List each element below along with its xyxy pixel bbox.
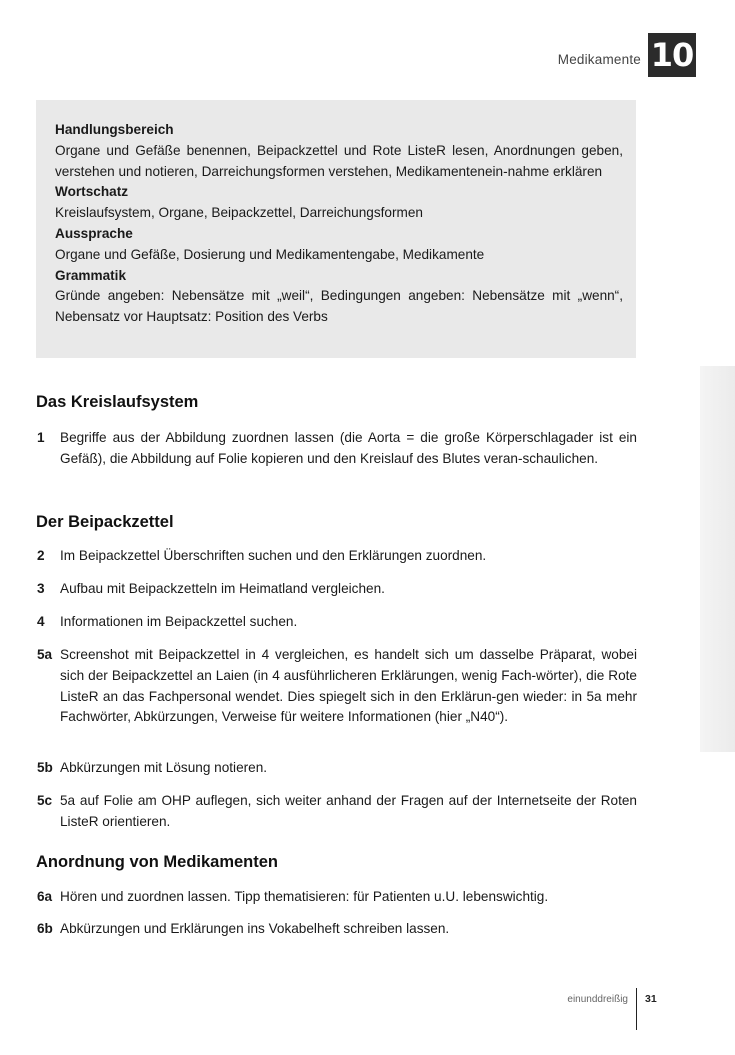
summary-content bbox=[55, 120, 623, 328]
chapter-number-badge: 10 bbox=[648, 33, 696, 77]
list-item bbox=[37, 612, 637, 633]
item-number: 2 bbox=[37, 548, 45, 563]
item-number: 1 bbox=[37, 430, 45, 445]
item-text: Abkürzungen und Erklärungen ins Vokabelheft schreiben lassen. bbox=[60, 921, 450, 936]
page-number: 31 bbox=[645, 993, 657, 1005]
running-header-title: Medikamente bbox=[557, 52, 641, 67]
section-heading-kreislauf: Das Kreislaufsystem bbox=[36, 393, 199, 411]
item-number: 3 bbox=[37, 581, 45, 596]
item-text: Abkürzungen mit Lösung notieren. bbox=[60, 760, 268, 775]
handlungsbereich-text: Organe und Gefäße benennen, Beipackzettel und Rote ListeR lesen, Anordnungen geben, verstehen und notieren, Darreichungsformen verstehen, Medikamentenein-nahme erklären bbox=[55, 142, 623, 179]
handlungsbereich-label: Handlungsbereich bbox=[55, 122, 174, 137]
list-item bbox=[37, 791, 637, 833]
item-number: 6b bbox=[37, 921, 53, 936]
list-item bbox=[37, 546, 637, 567]
item-text: Aufbau mit Beipackzetteln im Heimatland vergleichen. bbox=[60, 581, 385, 596]
list-item bbox=[37, 919, 637, 940]
list-item bbox=[37, 579, 637, 600]
item-text: Begriffe aus der Abbildung zuordnen lassen (die Aorta = die große Körperschlagader ist ein Gefäß), die Abbildung auf Folie kopieren und den Kreislauf des Blutes veran-schaulichen. bbox=[60, 430, 637, 466]
item-number: 5b bbox=[37, 760, 53, 775]
item-number: 5c bbox=[37, 793, 53, 808]
item-text: 5a auf Folie am OHP auflegen, sich weiter anhand der Fragen auf der Internetseite der Roten ListeR orientieren. bbox=[60, 793, 637, 829]
item-text: Hören und zuordnen lassen. Tipp thematisieren: für Patienten u.U. lebenswichtig. bbox=[60, 889, 549, 904]
list-item bbox=[37, 645, 637, 728]
aussprache-label: Aussprache bbox=[55, 225, 133, 241]
section-heading-anordnung: Anordnung von Medikamenten bbox=[36, 853, 279, 871]
wortschatz-text: Kreislaufsystem, Organe, Beipackzettel, Darreichungsformen bbox=[55, 205, 423, 221]
list-item bbox=[37, 887, 637, 908]
item-number: 6a bbox=[37, 889, 53, 904]
list-item bbox=[37, 428, 637, 470]
grammatik-label: Grammatik bbox=[55, 267, 127, 283]
item-text: Screenshot mit Beipackzettel in 4 vergleichen, es handelt sich um dasselbe Präparat, wobei sich der Beipackzettel an Laien (in 4 ausführlicheren Erklärungen, wenig Fach-wörter), die Rote ListeR an das Fachpersonal wendet. Dies spiegelt sich in den Erklärun-gen wieder: in 5a mehr Fachwörter, Abkürzungen, Verweise für weitere Informationen (hier „N40“). bbox=[60, 647, 637, 725]
item-text: Informationen im Beipackzettel suchen. bbox=[60, 614, 298, 629]
margin-strip bbox=[700, 366, 735, 752]
item-text: Im Beipackzettel Überschriften suchen und den Erklärungen zuordnen. bbox=[60, 548, 487, 563]
section-heading-beipackzettel: Der Beipackzettel bbox=[36, 513, 174, 531]
grammatik-text: Gründe angeben: Nebensätze mit „weil“, Bedingungen angeben: Nebensätze mit „wenn“, Nebensatz vor Hauptsatz: Position des Verbs bbox=[55, 288, 623, 325]
aussprache-text: Organe und Gefäße, Dosierung und Medikamentengabe, Medikamente bbox=[55, 246, 485, 262]
item-number: 5a bbox=[37, 647, 53, 662]
page-number-word: einunddreißig bbox=[567, 994, 628, 1005]
wortschatz-label: Wortschatz bbox=[55, 184, 129, 200]
item-number: 4 bbox=[37, 614, 45, 629]
footer-divider bbox=[636, 988, 637, 1030]
list-item bbox=[37, 758, 637, 779]
